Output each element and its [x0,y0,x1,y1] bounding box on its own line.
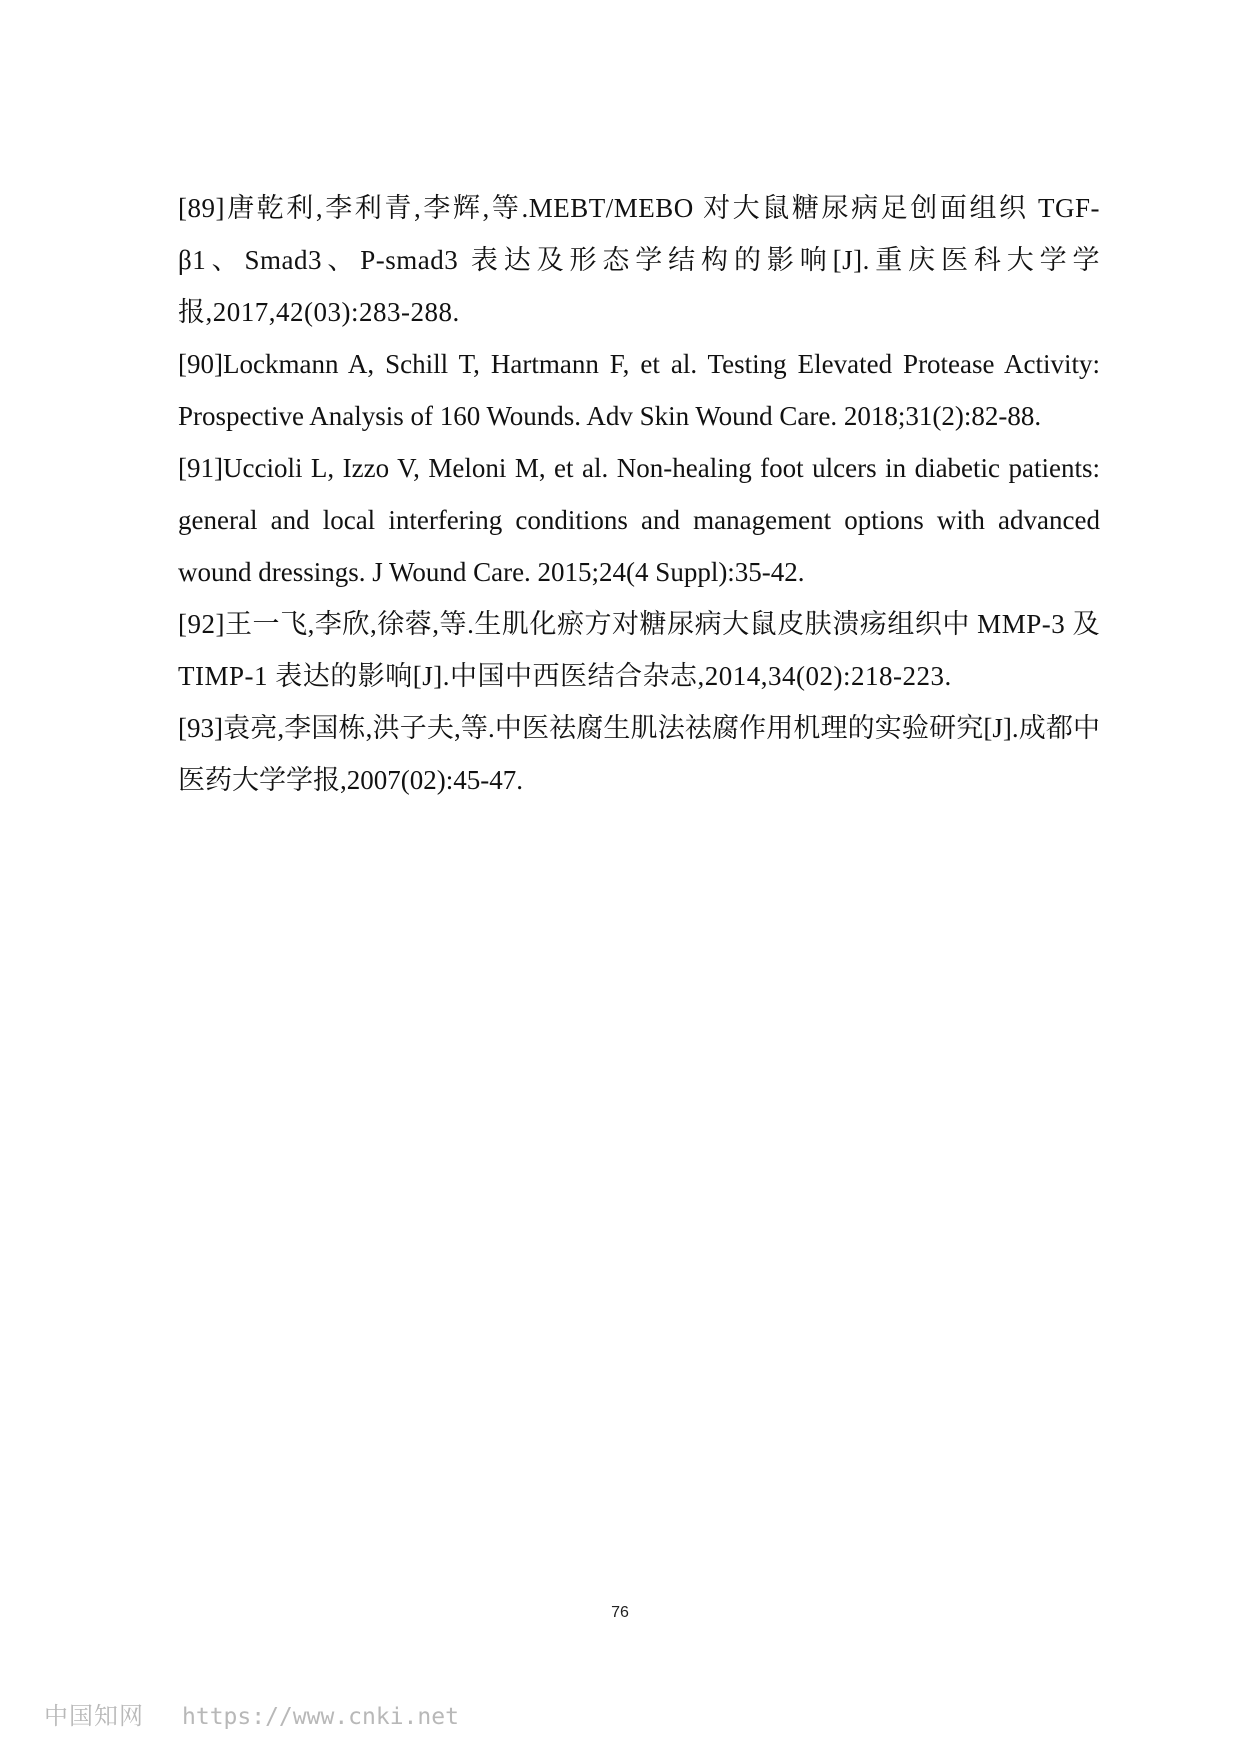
reference-item: [93]袁亮,李国栋,洪子夫,等.中医祛腐生肌法祛腐作用机理的实验研究[J].成都中医药大学学报,2007(02):45-47. [178,713,1100,795]
page-number: 76 [611,1604,629,1621]
watermark-url: https://www.cnki.net [182,1704,459,1730]
reference-list [178,182,1100,806]
reference-item: [92]王一飞,李欣,徐蓉,等.生肌化瘀方对糖尿病大鼠皮肤溃疡组织中 MMP-3 及 TIMP-1 表达的影响[J].中国中西医结合杂志,2014,34(02):218-223. [178,609,1100,691]
watermark-logo: 中国知网 [44,1702,144,1730]
reference-item: [89]唐乾利,李利青,李辉,等.MEBT/MEBO 对大鼠糖尿病足创面组织 TGF-β1、Smad3、P-smad3 表达及形态学结构的影响[J].重庆医科大学学报,2017,42(03):283-288. [178,193,1100,327]
reference-item: [91]Uccioli L, Izzo V, Meloni M, et al. Non-healing foot ulcers in diabetic patients: general and local interfering conditions and management options with advanced wound dressings. J Wound Care. 2015;24(4 Suppl):35-42. [178,453,1100,587]
reference-item: [90]Lockmann A, Schill T, Hartmann F, et al. Testing Elevated Protease Activity: Prospective Analysis of 160 Wounds. Adv Skin Wound Care. 2018;31(2):82-88. [178,349,1100,431]
cnki-watermark [44,1696,459,1731]
